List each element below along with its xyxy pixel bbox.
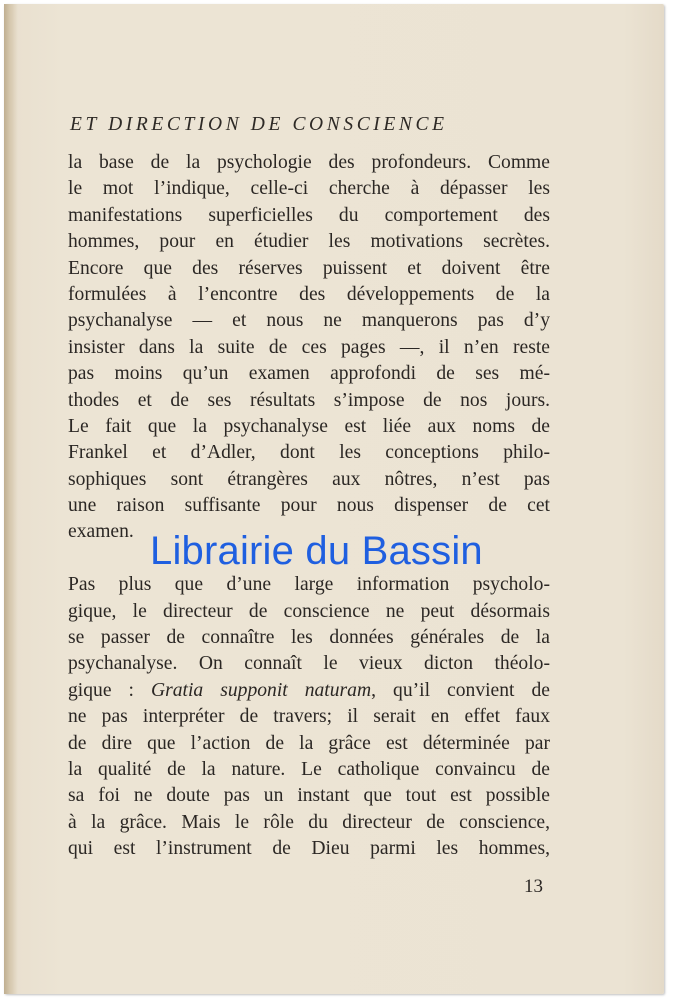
text-line: Pas plus que d’une large information psycholo- <box>68 574 550 596</box>
text-line: la qualité de la nature. Le catholique convaincu de <box>68 758 550 780</box>
text-line: psychanalyse — et nous ne manquerons pas d’y <box>68 310 550 332</box>
text-line: sophiques sont étrangères aux nôtres, n’est pas <box>68 468 550 490</box>
bookseller-watermark: Librairie du Bassin <box>150 529 483 573</box>
text-line: de dire que l’action de la grâce est déterminée par <box>68 732 550 754</box>
text-line: pas moins qu’un examen approfondi de ses mé- <box>68 363 550 385</box>
text-line: insister dans la suite de ces pages —, il n’en reste <box>68 336 550 358</box>
text-line: à la grâce. Mais le rôle du directeur de conscience, <box>68 811 550 833</box>
text-line-with-quote <box>68 678 550 704</box>
page-number: 13 <box>524 876 543 897</box>
text-line: thodes et de ses résultats s’impose de nos jours. <box>68 389 550 411</box>
text-line: une raison suffisante pour nous dispenser de cet <box>68 495 550 517</box>
text-line: hommes, pour en étudier les motivations secrètes. <box>68 231 550 253</box>
text-line: se passer de connaître les données générales de la <box>68 627 550 649</box>
text-line: examen. <box>68 521 134 543</box>
latin-quote: Gratia supponit naturam <box>150 679 372 701</box>
text-line: sa foi ne doute pas un instant que tout est possible <box>68 785 550 807</box>
text-line: formulées à l’encontre des développements de la <box>68 283 550 305</box>
text-line: ne pas interpréter de travers; il serait en effet faux <box>68 706 550 728</box>
text-line: gique, le directeur de conscience ne peut désormais <box>68 600 550 622</box>
page-gutter <box>4 4 18 994</box>
text-line: psychanalyse. On connaît le vieux dicton théolo- <box>68 653 550 675</box>
text-line: qui est l’instrument de Dieu parmi les hommes, <box>68 838 550 860</box>
page-body <box>68 150 550 863</box>
quote-suffix: , qu’il convient de <box>371 679 550 701</box>
running-head: ET DIRECTION DE CONSCIENCE <box>70 114 448 135</box>
text-line: Encore que des réserves puissent et doivent être <box>68 257 550 279</box>
quote-prefix: gique : <box>68 679 151 701</box>
text-line: Le fait que la psychanalyse est liée aux noms de <box>68 415 550 437</box>
text-line: le mot l’indique, celle-ci cherche à dépasser les <box>68 178 550 200</box>
text-line: Frankel et d’Adler, dont les conceptions philo- <box>68 442 550 464</box>
book-page <box>4 4 664 994</box>
text-line: la base de la psychologie des profondeurs. Comme <box>68 152 550 173</box>
text-line: manifestations superficielles du comportement des <box>68 204 550 226</box>
